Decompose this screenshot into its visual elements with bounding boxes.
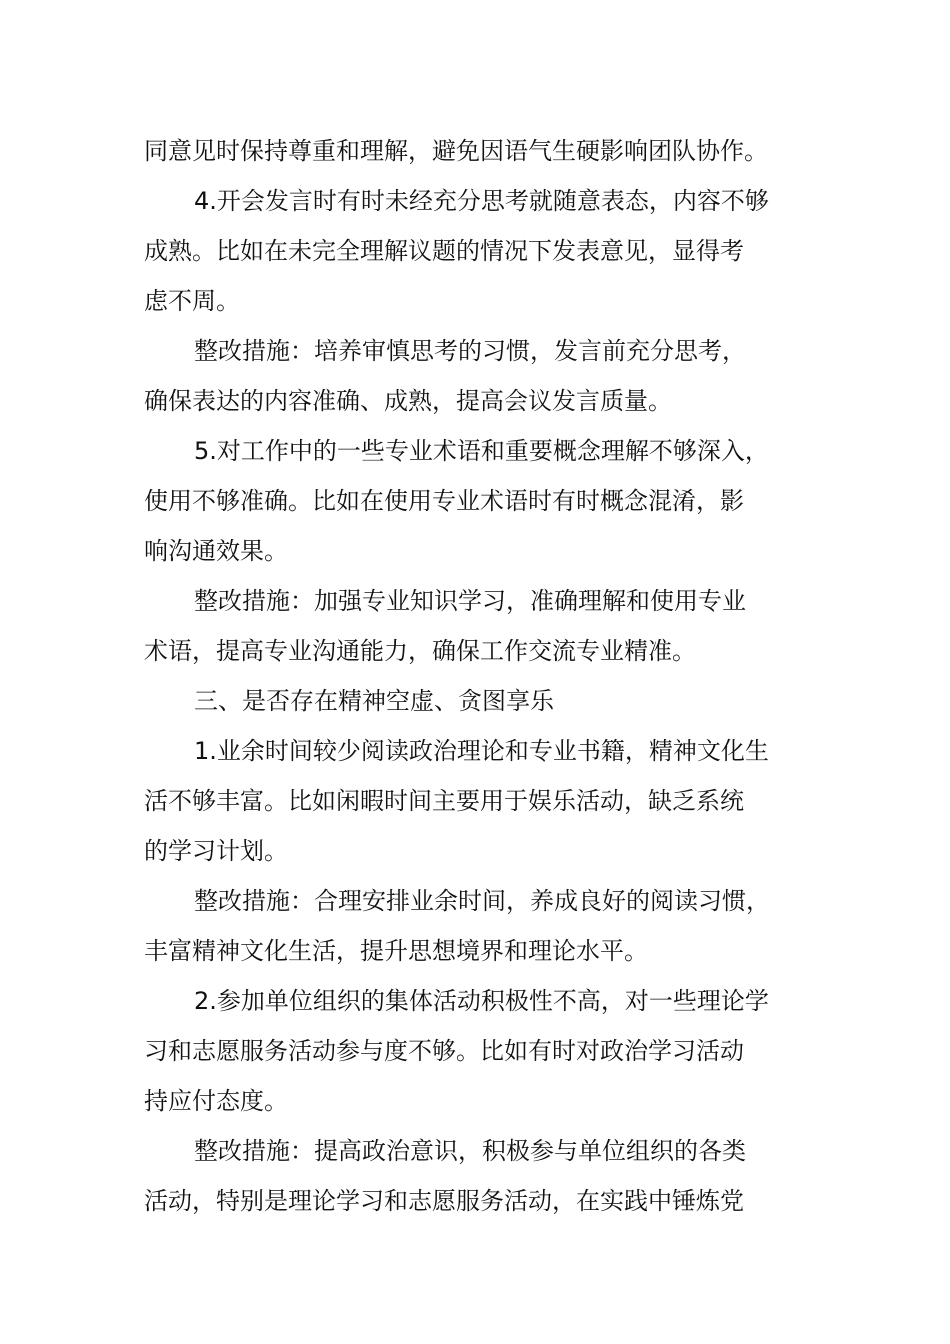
text-line: 术语，提高专业沟通能力，确保工作交流专业精准。	[144, 637, 696, 665]
text-line: 活动，特别是理论学习和志愿服务活动，在实践中锤炼党	[144, 1187, 744, 1215]
section-heading: 三、是否存在精神空虚、贪图享乐	[194, 687, 554, 715]
text-line: 同意见时保持尊重和理解，避免因语气生硬影响团队协作。	[144, 137, 768, 165]
text-line: 响沟通效果。	[144, 537, 288, 565]
document-body	[144, 126, 808, 1226]
text-line: 习和志愿服务活动参与度不够。比如有时对政治学习活动	[144, 1037, 744, 1065]
text-line: 确保表达的内容准确、成熟，提高会议发言质量。	[144, 387, 672, 415]
text-line: 整改措施：合理安排业余时间，养成良好的阅读习惯，	[194, 887, 770, 915]
text-line: 整改措施：培养审慎思考的习惯，发言前充分思考，	[194, 337, 746, 365]
text-line: 成熟。比如在未完全理解议题的情况下发表意见，显得考	[144, 237, 744, 265]
text-line: 整改措施：加强专业知识学习，准确理解和使用专业	[194, 587, 746, 615]
text-line: 5.对工作中的一些专业术语和重要概念理解不够深入，	[194, 437, 769, 465]
text-line: 活不够丰富。比如闲暇时间主要用于娱乐活动，缺乏系统	[144, 787, 744, 815]
text-line: 使用不够准确。比如在使用专业术语时有时概念混淆，影	[144, 487, 744, 515]
text-line: 2.参加单位组织的集体活动积极性不高，对一些理论学	[194, 987, 769, 1015]
text-line: 1.业余时间较少阅读政治理论和专业书籍，精神文化生	[194, 737, 769, 765]
text-line: 4.开会发言时有时未经充分思考就随意表态，内容不够	[194, 187, 769, 215]
text-line: 整改措施：提高政治意识，积极参与单位组织的各类	[194, 1137, 746, 1165]
text-line: 虑不周。	[144, 287, 240, 315]
text-line: 持应付态度。	[144, 1087, 288, 1115]
text-line: 丰富精神文化生活，提升思想境界和理论水平。	[144, 937, 648, 965]
text-line: 的学习计划。	[144, 837, 288, 865]
